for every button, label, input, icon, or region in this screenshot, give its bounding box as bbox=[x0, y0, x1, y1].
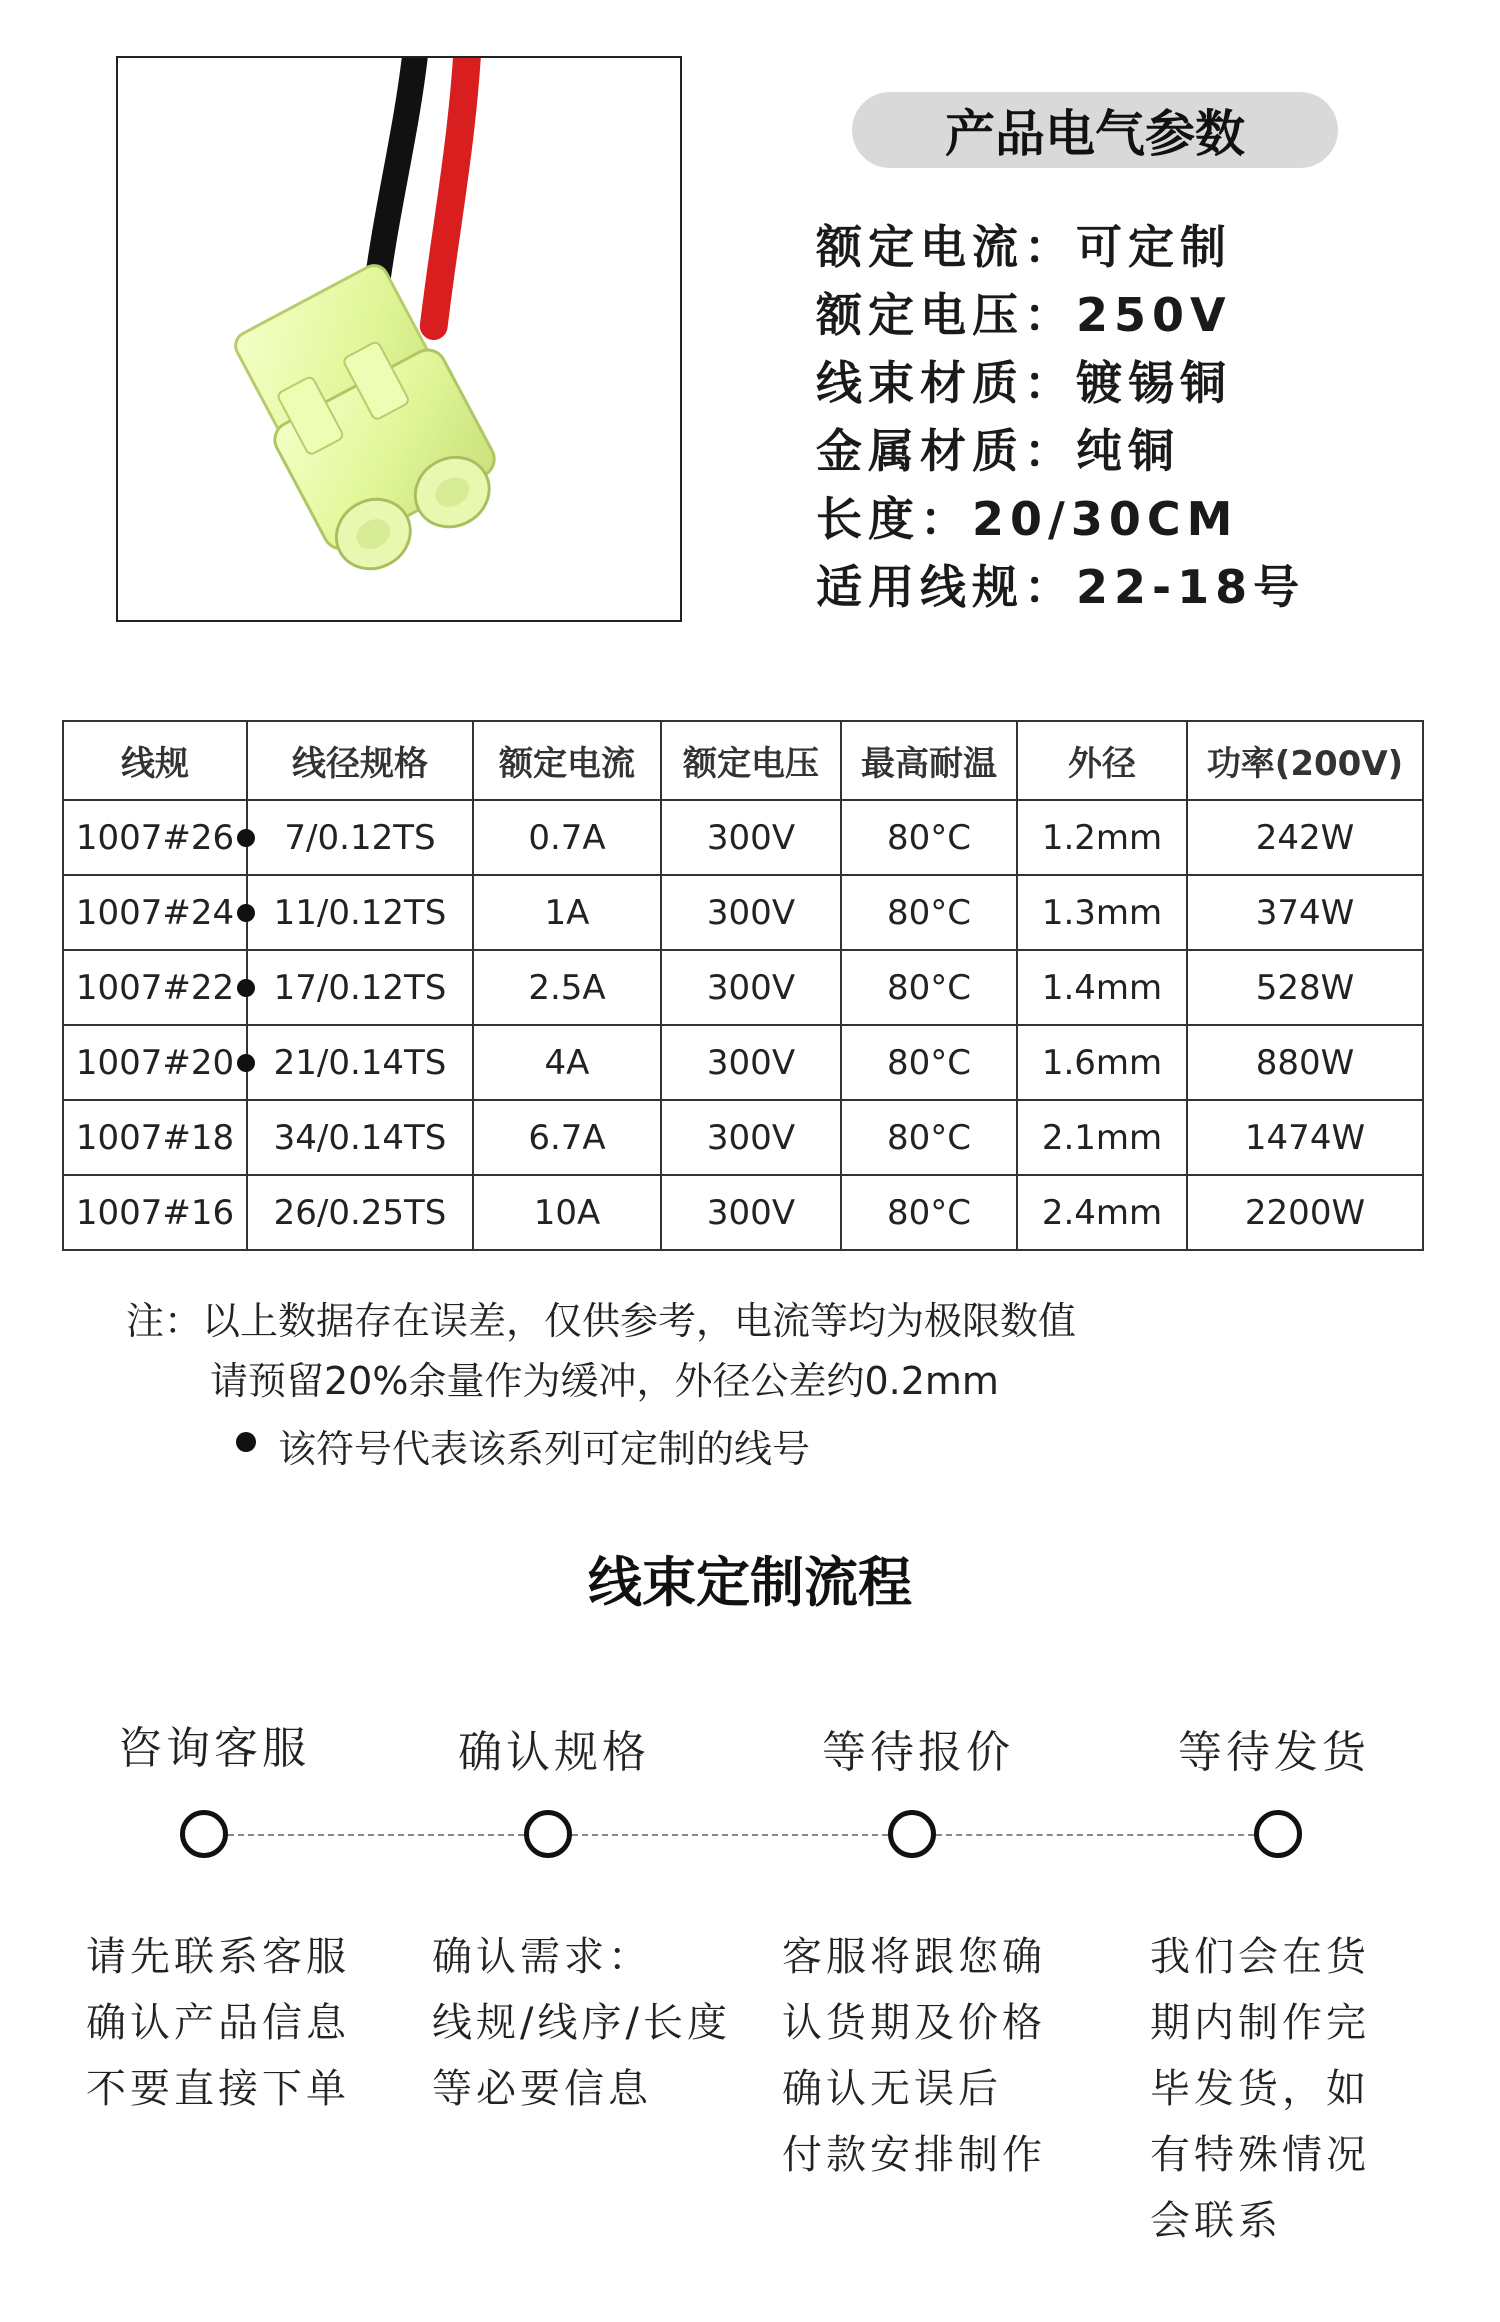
cell-gauge bbox=[63, 1175, 247, 1250]
cell-text: 528W bbox=[1255, 967, 1355, 1008]
cell-gauge bbox=[63, 800, 247, 875]
cell-rated-voltage bbox=[661, 875, 841, 950]
cell-text: 300V bbox=[706, 892, 796, 933]
cell-text: 300V bbox=[706, 1192, 796, 1233]
cell-text: 1.2mm bbox=[1041, 817, 1163, 858]
customizable-dot-icon bbox=[237, 829, 255, 847]
cell-gauge bbox=[63, 1100, 247, 1175]
cell-max-temp bbox=[841, 1025, 1017, 1100]
cell-power bbox=[1187, 875, 1423, 950]
cell-rated-voltage bbox=[661, 1100, 841, 1175]
customizable-dot-icon bbox=[237, 1054, 255, 1072]
cell-power bbox=[1187, 1100, 1423, 1175]
cell-text: 300V bbox=[706, 1117, 796, 1158]
cell-text: 880W bbox=[1255, 1042, 1355, 1083]
desc-line: 请先联系客服 bbox=[86, 1934, 350, 1980]
cell-rated-voltage bbox=[661, 1175, 841, 1250]
cell-outer-diameter bbox=[1017, 800, 1187, 875]
cell-strand-spec bbox=[247, 1025, 473, 1100]
spec-harness-material: 线束材质：镀锡铜 bbox=[816, 356, 1232, 410]
desc-line: 等必要信息 bbox=[432, 2066, 652, 2112]
cell-rated-current bbox=[473, 1025, 661, 1100]
cell-text: 300V bbox=[706, 967, 796, 1008]
cell-outer-diameter bbox=[1017, 1025, 1187, 1100]
spec-title: 产品电气参数 bbox=[945, 105, 1245, 163]
customizable-dot-icon bbox=[237, 979, 255, 997]
cell-text: 1474W bbox=[1244, 1117, 1366, 1158]
header-strand-spec: 线径规格 bbox=[247, 721, 473, 800]
cell-text: 80°C bbox=[886, 1192, 971, 1233]
cell-text: 80°C bbox=[886, 892, 971, 933]
cell-text: 1.4mm bbox=[1041, 967, 1163, 1008]
process-title: 线束定制流程 bbox=[588, 1551, 912, 1614]
cell-text: 26/0.25TS bbox=[273, 1192, 447, 1233]
cell-outer-diameter bbox=[1017, 950, 1187, 1025]
cell-text: 2.4mm bbox=[1041, 1192, 1163, 1233]
cell-text: 2.1mm bbox=[1041, 1117, 1163, 1158]
cell-outer-diameter bbox=[1017, 1175, 1187, 1250]
cell-strand-spec bbox=[247, 950, 473, 1025]
cell-strand-spec bbox=[247, 1175, 473, 1250]
cell-text: 2.5A bbox=[528, 967, 606, 1008]
cell-text: 0.7A bbox=[528, 817, 606, 858]
step-connector bbox=[228, 1834, 524, 1836]
table-row bbox=[63, 1175, 1423, 1250]
cell-rated-current bbox=[473, 800, 661, 875]
cell-gauge bbox=[63, 875, 247, 950]
cell-text: 80°C bbox=[886, 967, 971, 1008]
header-gauge: 线规 bbox=[63, 721, 247, 800]
step-connector bbox=[936, 1834, 1254, 1836]
desc-line: 会联系 bbox=[1150, 2198, 1282, 2244]
step-desc-confirm bbox=[432, 1924, 731, 2122]
desc-line: 有特殊情况 bbox=[1150, 2132, 1370, 2178]
table-row bbox=[63, 800, 1423, 875]
cell-text: 1007#22 bbox=[75, 967, 235, 1008]
desc-line: 确认需求： bbox=[432, 1934, 652, 1980]
spec-rated-voltage: 额定电压：250V bbox=[816, 288, 1232, 342]
table-header-row bbox=[63, 721, 1423, 800]
customizable-dot-icon bbox=[236, 1432, 256, 1452]
wire-spec-table bbox=[62, 720, 1424, 1251]
cell-text: 1007#24 bbox=[75, 892, 235, 933]
table-row bbox=[63, 1100, 1423, 1175]
cell-text: 80°C bbox=[886, 817, 971, 858]
step-circle-icon bbox=[180, 1810, 228, 1858]
connector-photo-icon bbox=[118, 58, 680, 620]
desc-line: 客服将跟您确 bbox=[782, 1934, 1046, 1980]
cell-rated-current bbox=[473, 1100, 661, 1175]
cell-rated-current bbox=[473, 1175, 661, 1250]
desc-line: 期内制作完 bbox=[1150, 2000, 1370, 2046]
cell-text: 80°C bbox=[886, 1042, 971, 1083]
cell-outer-diameter bbox=[1017, 1100, 1187, 1175]
header-rated-current: 额定电流 bbox=[473, 721, 661, 800]
desc-line: 不要直接下单 bbox=[86, 2066, 350, 2112]
spec-metal-material: 金属材质：纯铜 bbox=[816, 424, 1180, 478]
header-rated-voltage: 额定电压 bbox=[661, 721, 841, 800]
cell-text: 1007#16 bbox=[75, 1192, 235, 1233]
cell-rated-voltage bbox=[661, 800, 841, 875]
desc-line: 付款安排制作 bbox=[782, 2132, 1046, 2178]
desc-line: 确认产品信息 bbox=[86, 2000, 350, 2046]
step-title-ship: 等待发货 bbox=[1178, 1727, 1370, 1778]
cell-text: 6.7A bbox=[528, 1117, 606, 1158]
spec-length: 长度：20/30CM bbox=[816, 492, 1239, 546]
cell-power bbox=[1187, 950, 1423, 1025]
cell-text: 1A bbox=[544, 892, 590, 933]
cell-text: 17/0.12TS bbox=[273, 967, 447, 1008]
cell-power bbox=[1187, 800, 1423, 875]
step-desc-ship bbox=[1150, 1924, 1370, 2254]
table-row bbox=[63, 950, 1423, 1025]
step-desc-quote bbox=[782, 1924, 1046, 2188]
cell-text: 11/0.12TS bbox=[273, 892, 447, 933]
header-outer-diameter: 外径 bbox=[1017, 721, 1187, 800]
cell-strand-spec bbox=[247, 1100, 473, 1175]
step-desc-consult bbox=[86, 1924, 350, 2122]
cell-outer-diameter bbox=[1017, 875, 1187, 950]
cell-rated-current bbox=[473, 875, 661, 950]
step-circle-icon bbox=[524, 1810, 572, 1858]
cell-text: 10A bbox=[533, 1192, 601, 1233]
cell-power bbox=[1187, 1175, 1423, 1250]
step-circle-icon bbox=[888, 1810, 936, 1858]
cell-max-temp bbox=[841, 950, 1017, 1025]
cell-max-temp bbox=[841, 1175, 1017, 1250]
cell-rated-voltage bbox=[661, 1025, 841, 1100]
cell-text: 1007#18 bbox=[75, 1117, 235, 1158]
cell-text: 1.6mm bbox=[1041, 1042, 1163, 1083]
cell-strand-spec bbox=[247, 875, 473, 950]
cell-text: 4A bbox=[544, 1042, 590, 1083]
legend-text: 该符号代表该系列可定制的线号 bbox=[278, 1427, 811, 1471]
cell-gauge bbox=[63, 950, 247, 1025]
customizable-dot-icon bbox=[237, 904, 255, 922]
note-line-2: 请预留20%余量作为缓冲，外径公差约0.2mm bbox=[210, 1359, 999, 1403]
spec-wire-gauge: 适用线规：22-18号 bbox=[816, 560, 1306, 614]
cell-text: 300V bbox=[706, 817, 796, 858]
cell-text: 374W bbox=[1255, 892, 1355, 933]
cell-rated-current bbox=[473, 950, 661, 1025]
step-title-consult: 咨询客服 bbox=[118, 1723, 310, 1774]
cell-text: 7/0.12TS bbox=[284, 817, 436, 858]
desc-line: 确认无误后 bbox=[782, 2066, 1002, 2112]
table-row bbox=[63, 1025, 1423, 1100]
table-row bbox=[63, 875, 1423, 950]
cell-text: 21/0.14TS bbox=[273, 1042, 447, 1083]
cell-max-temp bbox=[841, 800, 1017, 875]
cell-rated-voltage bbox=[661, 950, 841, 1025]
spec-rated-current: 额定电流：可定制 bbox=[816, 220, 1232, 274]
spec-title-pill bbox=[852, 92, 1338, 168]
desc-line: 认货期及价格 bbox=[782, 2000, 1046, 2046]
note-line-1: 注：以上数据存在误差，仅供参考，电流等均为极限数值 bbox=[126, 1299, 1077, 1343]
header-power: 功率(200V) bbox=[1187, 721, 1423, 800]
cell-text: 80°C bbox=[886, 1117, 971, 1158]
cell-text: 1.3mm bbox=[1041, 892, 1163, 933]
cell-gauge bbox=[63, 1025, 247, 1100]
cell-power bbox=[1187, 1025, 1423, 1100]
cell-text: 242W bbox=[1255, 817, 1355, 858]
cell-text: 1007#20 bbox=[75, 1042, 235, 1083]
desc-line: 毕发货，如 bbox=[1150, 2066, 1370, 2112]
cell-max-temp bbox=[841, 875, 1017, 950]
cell-strand-spec bbox=[247, 800, 473, 875]
cell-text: 34/0.14TS bbox=[273, 1117, 447, 1158]
cell-max-temp bbox=[841, 1100, 1017, 1175]
desc-line: 我们会在货 bbox=[1150, 1934, 1370, 1980]
step-title-quote: 等待报价 bbox=[822, 1727, 1014, 1778]
desc-line: 线规/线序/长度 bbox=[432, 2000, 731, 2046]
step-circle-icon bbox=[1254, 1810, 1302, 1858]
step-connector bbox=[572, 1834, 888, 1836]
product-photo bbox=[116, 56, 682, 622]
header-max-temp: 最高耐温 bbox=[841, 721, 1017, 800]
step-title-confirm: 确认规格 bbox=[458, 1727, 650, 1778]
cell-text: 2200W bbox=[1244, 1192, 1366, 1233]
cell-text: 300V bbox=[706, 1042, 796, 1083]
cell-text: 1007#26 bbox=[75, 817, 235, 858]
